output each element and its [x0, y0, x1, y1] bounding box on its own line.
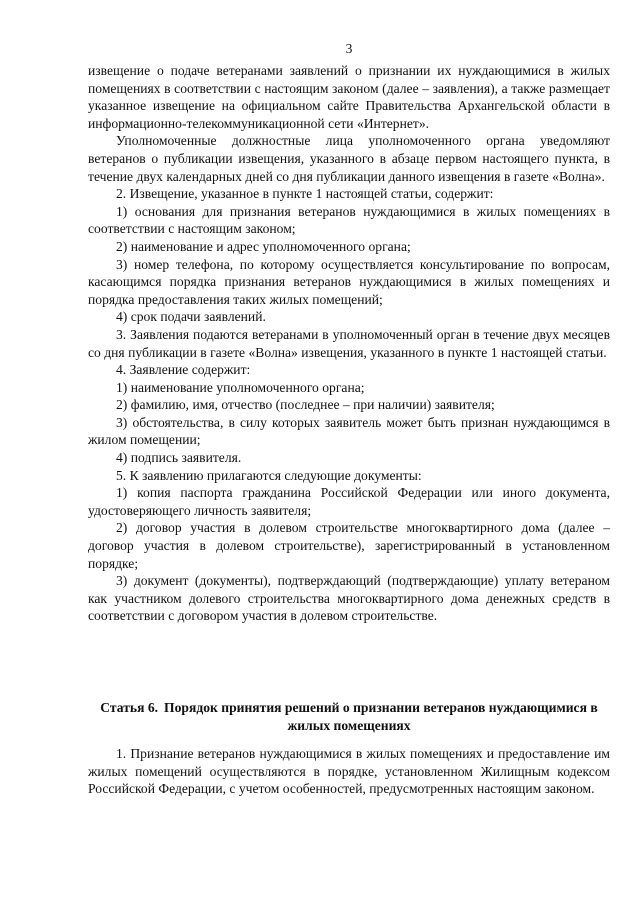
article-heading	[88, 699, 610, 734]
paragraph: 3) номер телефона, по которому осуществляется консультирование по вопросам, касающимся порядка признания ветеранов нуждающимися в жилых помещениях и порядка предоставления таких жилых помещений;	[88, 256, 610, 307]
article-title: Порядок принятия решений о признании ветеранов нуждающимися в жилых помещениях	[164, 700, 598, 733]
document-body	[88, 62, 610, 625]
paragraph: Уполномоченные должностные лица уполномоченного органа уведомляют ветеранов о публикации извещения, указанного в абзаце первом настоящего пункта, в течение двух календарных дней со дня публикации данного извещения в газете «Волна».	[88, 133, 610, 184]
paragraph: 1) копия паспорта гражданина Российской Федерации или иного документа, удостоверяющего личность заявителя;	[88, 485, 610, 518]
paragraph: 3) обстоятельства, в силу которых заявитель может быть признан нуждающимся в жилом помещении;	[88, 414, 610, 448]
paragraph: 2) наименование и адрес уполномоченного органа;	[116, 238, 411, 254]
page-number: 3	[345, 41, 353, 56]
paragraph: 4) подпись заявителя.	[116, 450, 242, 466]
paragraph: 3. Заявления подаются ветеранами в уполномоченный орган в течение двух месяцев со дня публикации в газете «Волна» извещения, указанного в пункте 1 настоящей статьи.	[88, 326, 610, 360]
paragraph: извещение о подаче ветеранами заявлений о признании их нуждающимися в жилых помещениях в соответствии с настоящим законом (далее – заявления), а также размещает указанное извещение на официальном сайте Правительства Архангельской области в информационно-телекоммуникационной сети «Интернет».	[88, 63, 610, 131]
article-paragraph: 1. Признание ветеранов нуждающимися в жилых помещениях и предоставление им жилых помещений осуществляются в порядке, установленном Жилищным кодексом Российской Федерации, с учетом особенностей, предусмотренных настоящим законом.	[88, 746, 610, 797]
paragraph: 3) документ (документы), подтверждающий (подтверждающие) уплату ветераном как участником долевого строительства многоквартирного дома денежных средств в соответствии с договором участия в долевом строительстве.	[88, 573, 610, 624]
paragraph: 1) наименование уполномоченного органа;	[116, 379, 365, 395]
paragraph: 4. Заявление содержит:	[116, 362, 251, 378]
paragraph: 1) основания для признания ветеранов нуждающимися в жилых помещениях в соответствии с настоящим законом;	[88, 203, 610, 237]
paragraph: 5. К заявлению прилагаются следующие документы:	[116, 467, 422, 483]
article-number: Статья 6.	[100, 700, 159, 715]
article-body	[88, 745, 610, 798]
paragraph: 2) фамилию, имя, отчество (последнее – при наличии) заявителя;	[116, 397, 495, 413]
paragraph: 4) срок подачи заявлений.	[116, 309, 266, 325]
paragraph: 2. Извещение, указанное в пункте 1 настоящей статьи, содержит:	[116, 186, 494, 202]
paragraph: 2) договор участия в долевом строительстве многоквартирного дома (далее – договор участия в долевом строительстве), зарегистрированный в установленном порядке;	[88, 520, 610, 571]
